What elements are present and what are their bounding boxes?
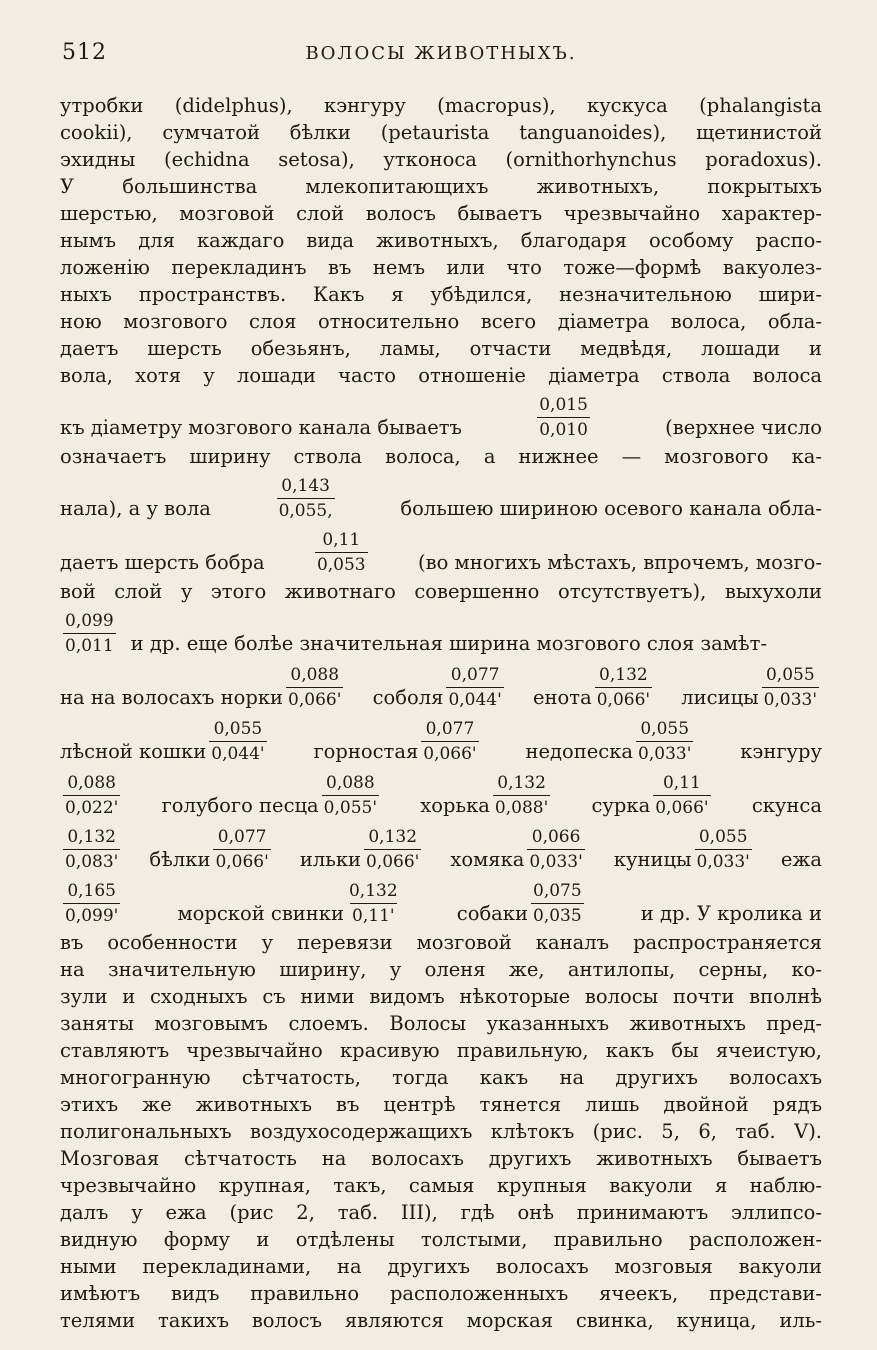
animal-ratio: [681, 664, 822, 711]
text-segment: на на волосахъ норки: [60, 686, 284, 709]
text-segment: собаки: [456, 902, 528, 925]
animal-ratio: [781, 846, 822, 873]
text-segment: ильки: [299, 848, 362, 871]
fraction-numerator: 0,055: [640, 719, 690, 739]
fraction-denominator: 0,066': [595, 687, 652, 711]
fraction: [695, 826, 752, 873]
text-line: У большинства млекопитающихъ животныхъ, покрытыхъ: [60, 175, 822, 198]
fraction-numerator: 0,11: [662, 773, 701, 793]
text-line: вола, хотя у лошади часто отношеніе діаметра ствола волоса: [60, 364, 822, 387]
fraction: [653, 772, 710, 819]
animal-ratio: [313, 718, 481, 765]
fraction-denominator: 0,044': [446, 687, 503, 711]
text-line: видную форму и отдѣлены толстыми, правильно расположен-: [60, 1228, 822, 1251]
text-line-with-fraction: [60, 524, 822, 578]
text-line: означаетъ ширину ствола волоса, а нижнее — мозгового ка-: [60, 445, 822, 468]
text-line: Мозговая сѣтчатость на волосахъ другихъ животныхъ бываетъ: [60, 1147, 822, 1170]
fraction: [322, 772, 379, 819]
text-segment: бѣлки: [149, 848, 211, 871]
text-line-with-fractions: [60, 767, 822, 821]
page-header: [60, 40, 822, 70]
fraction-denominator: 0,010: [537, 417, 590, 441]
fraction-denominator: 0,033': [527, 849, 584, 873]
text-line: эхидны (echidna setosa), утконоса (ornithorhynchus poradoxus).: [60, 148, 822, 171]
text-line-with-fractions: [60, 821, 822, 875]
text-segment: и др. еще болѣе значительная ширина мозгового слоя замѣт-: [130, 632, 768, 655]
text-line: имѣютъ видъ правильно расположенныхъ ячеекъ, представи-: [60, 1282, 822, 1305]
text-line-with-fraction: [60, 389, 822, 443]
fraction: [63, 610, 116, 657]
text-segment: даетъ шерсть бобра: [60, 551, 265, 574]
text-line: ными перекладинами, на другихъ волосахъ мозговыя вакуоли: [60, 1255, 822, 1278]
fraction-numerator: 0,132: [368, 827, 418, 847]
text-segment: нала), а у вола: [60, 497, 211, 520]
text-line-with-fractions: [60, 713, 822, 767]
animal-ratio: [373, 664, 507, 711]
fraction: [209, 718, 266, 765]
paragraph-block: [60, 92, 822, 389]
fraction: [63, 880, 120, 927]
fraction-numerator: 0,066: [531, 827, 581, 847]
fraction-denominator: 0,066': [421, 741, 478, 765]
animal-ratio: [300, 826, 425, 873]
fraction: [421, 718, 478, 765]
paragraph-block: [60, 929, 822, 1334]
fraction-denominator: 0,066': [653, 795, 710, 819]
text-line: многогранную сѣтчатость, тогда какъ на другихъ волосахъ: [60, 1066, 822, 1089]
fraction-denominator: 0,022': [63, 795, 120, 819]
text-line: заняты мозговымъ слоемъ. Волосы указанныхъ животныхъ пред-: [60, 1012, 822, 1035]
text-line-with-fractions: [60, 659, 822, 713]
fraction: [315, 529, 368, 576]
fraction-denominator: 0,033': [695, 849, 752, 873]
fraction: [527, 826, 584, 873]
animal-ratio: [752, 792, 822, 819]
animal-ratio: [60, 880, 123, 927]
fraction-denominator: 0,088': [493, 795, 550, 819]
text-segment: (во многихъ мѣстахъ, впрочемъ, мозго-: [418, 551, 822, 574]
fraction: [63, 772, 120, 819]
animal-ratio: [420, 772, 553, 819]
running-title: ВОЛОСЫ ЖИВОТНЫХЪ.: [305, 43, 577, 64]
fraction-numerator: 0,132: [599, 665, 648, 685]
text-segment: и др. У кролика и: [640, 902, 822, 925]
fraction: [63, 826, 120, 873]
fraction-denominator: 0,099': [63, 903, 120, 927]
animal-ratio: [60, 826, 123, 873]
fraction: [595, 664, 652, 711]
fraction-denominator: 0,044': [209, 741, 266, 765]
book-page: [60, 0, 822, 1350]
text-line: далъ у ежа (рис 2, таб. III), гдѣ онѣ принимаютъ эллипсо-: [60, 1201, 822, 1224]
fraction-numerator: 0,055: [765, 665, 815, 685]
animal-ratio: [641, 900, 822, 927]
fraction-denominator: 0,033': [762, 687, 819, 711]
text-segment: горностая: [313, 740, 419, 763]
text-line: на значительную ширину, у оленя же, антилопы, серны, ко-: [60, 958, 822, 981]
fraction-denominator: 0,055': [322, 795, 379, 819]
text-line: даетъ шерсть обезьянъ, ламы, отчасти медвѣдя, лошади и: [60, 337, 822, 360]
fraction-denominator: 0,066': [286, 687, 343, 711]
text-segment: лисицы: [681, 686, 759, 709]
fraction-numerator: 0,11: [322, 530, 361, 550]
text-line: шерстью, мозговой слой волосъ бываетъ чрезвычайно характер-: [60, 202, 822, 225]
text-segment: большею шириною осевого канала обла-: [400, 497, 822, 520]
animal-ratio: [450, 826, 587, 873]
text-line: ною мозгового слоя относительно всего діаметра волоса, обла-: [60, 310, 822, 333]
text-segment: енота: [533, 686, 592, 709]
text-segment: морской свинки: [177, 902, 344, 925]
text-line-with-fraction: [60, 605, 822, 659]
text-segment: хорька: [420, 794, 490, 817]
animal-ratio: [457, 880, 587, 927]
animal-ratio: [60, 664, 346, 711]
text-line: ставляютъ чрезвычайно красивую правильную, какъ бы ячеистую,: [60, 1039, 822, 1062]
text-line: нымъ для каждаго вида животныхъ, благодаря особому распо-: [60, 229, 822, 252]
animal-ratio: [614, 826, 755, 873]
text-segment: лѣсной кошки: [60, 740, 207, 763]
fraction-numerator: 0,077: [450, 665, 500, 685]
text-segment: ежа: [780, 848, 822, 871]
fraction-denominator: 0,066': [364, 849, 421, 873]
fraction-numerator: 0,088: [67, 773, 116, 793]
text-line: вой слой у этого животнаго совершенно отсутствуетъ), выхухоли: [60, 580, 822, 603]
animal-ratio: [592, 772, 714, 819]
text-segment: недопеска: [525, 740, 634, 763]
text-segment: (верхнее число: [665, 416, 822, 439]
fraction-numerator: 0,165: [67, 881, 116, 901]
fraction-numerator: 0,132: [67, 827, 116, 847]
fraction: [537, 394, 590, 441]
fraction: [364, 826, 421, 873]
body-text: [60, 92, 822, 1334]
fraction-numerator: 0,075: [533, 881, 582, 901]
text-line-with-fractions: [60, 875, 822, 929]
animal-ratio: [525, 718, 696, 765]
fraction: [347, 880, 400, 927]
text-line: утробки (didelphus), кэнгуру (macropus), кускуса (phalangista: [60, 94, 822, 117]
text-segment: сурка: [591, 794, 651, 817]
fraction-denominator: 0,033': [636, 741, 693, 765]
fraction-denominator: 0,11': [350, 903, 397, 927]
fraction-numerator: 0,015: [539, 395, 588, 415]
fraction-numerator: 0,088: [326, 773, 375, 793]
animal-ratio: [740, 738, 822, 765]
fraction-numerator: 0,143: [281, 476, 330, 496]
fraction-denominator: 0,066': [213, 849, 270, 873]
text-line: этихъ же животныхъ въ центрѣ тянется лишь двойной рядъ: [60, 1093, 822, 1116]
text-line: ныхъ пространствъ. Какъ я убѣдился, незначительною шири-: [60, 283, 822, 306]
text-line: зули и сходныхъ съ ними видомъ нѣкоторые волосы почти вполнѣ: [60, 985, 822, 1008]
page-number: 512: [62, 40, 107, 65]
text-line: ложенію перекладинъ въ немъ или что тоже—формѣ вакуолез-: [60, 256, 822, 279]
fraction: [446, 664, 503, 711]
fraction-denominator: 0,011: [63, 633, 116, 657]
fraction: [636, 718, 693, 765]
fraction-denominator: 0,035: [531, 903, 584, 927]
text-line-with-fraction: [60, 470, 822, 524]
text-line: телями такихъ волосъ являются морская свинка, куница, иль-: [60, 1309, 822, 1332]
fraction-numerator: 0,055: [698, 827, 748, 847]
text-line: въ особенности у перевязи мозговой каналъ распространяется: [60, 931, 822, 954]
animal-ratio: [533, 664, 655, 711]
text-segment: голубого песца: [161, 794, 319, 817]
animal-ratio: [60, 718, 270, 765]
fraction: [762, 664, 819, 711]
text-segment: хомяка: [450, 848, 525, 871]
text-segment: кэнгуру: [740, 740, 822, 763]
fraction-denominator: 0,055,: [277, 498, 335, 522]
fraction-numerator: 0,077: [217, 827, 267, 847]
fraction: [531, 880, 584, 927]
fraction: [213, 826, 270, 873]
text-segment: куницы: [613, 848, 692, 871]
text-segment: соболя: [372, 686, 444, 709]
text-segment: къ діаметру мозгового канала бываетъ: [60, 416, 462, 439]
fraction-numerator: 0,099: [65, 611, 114, 631]
animal-ratio: [149, 826, 273, 873]
text-line: cookii), сумчатой бѣлки (petaurista tanguanoides), щетинистой: [60, 121, 822, 144]
fraction-numerator: 0,132: [348, 881, 398, 901]
fraction-numerator: 0,132: [497, 773, 546, 793]
fraction: [493, 772, 550, 819]
animal-ratio: [177, 880, 402, 927]
fraction-numerator: 0,077: [425, 719, 475, 739]
text-line: чрезвычайно крупная, такъ, самыя крупныя вакуоли я наблю-: [60, 1174, 822, 1197]
animal-ratio: [162, 772, 382, 819]
fraction-denominator: 0,083': [63, 849, 120, 873]
fraction: [277, 475, 335, 522]
fraction-numerator: 0,055: [213, 719, 263, 739]
text-line: полигональныхъ воздухосодержащихъ клѣтокъ (рис. 5, 6, таб. V).: [60, 1120, 822, 1143]
animal-ratio: [60, 772, 123, 819]
text-segment: скунса: [751, 794, 822, 817]
fraction: [286, 664, 343, 711]
fraction-numerator: 0,088: [290, 665, 340, 685]
fraction-denominator: 0,053: [315, 552, 368, 576]
